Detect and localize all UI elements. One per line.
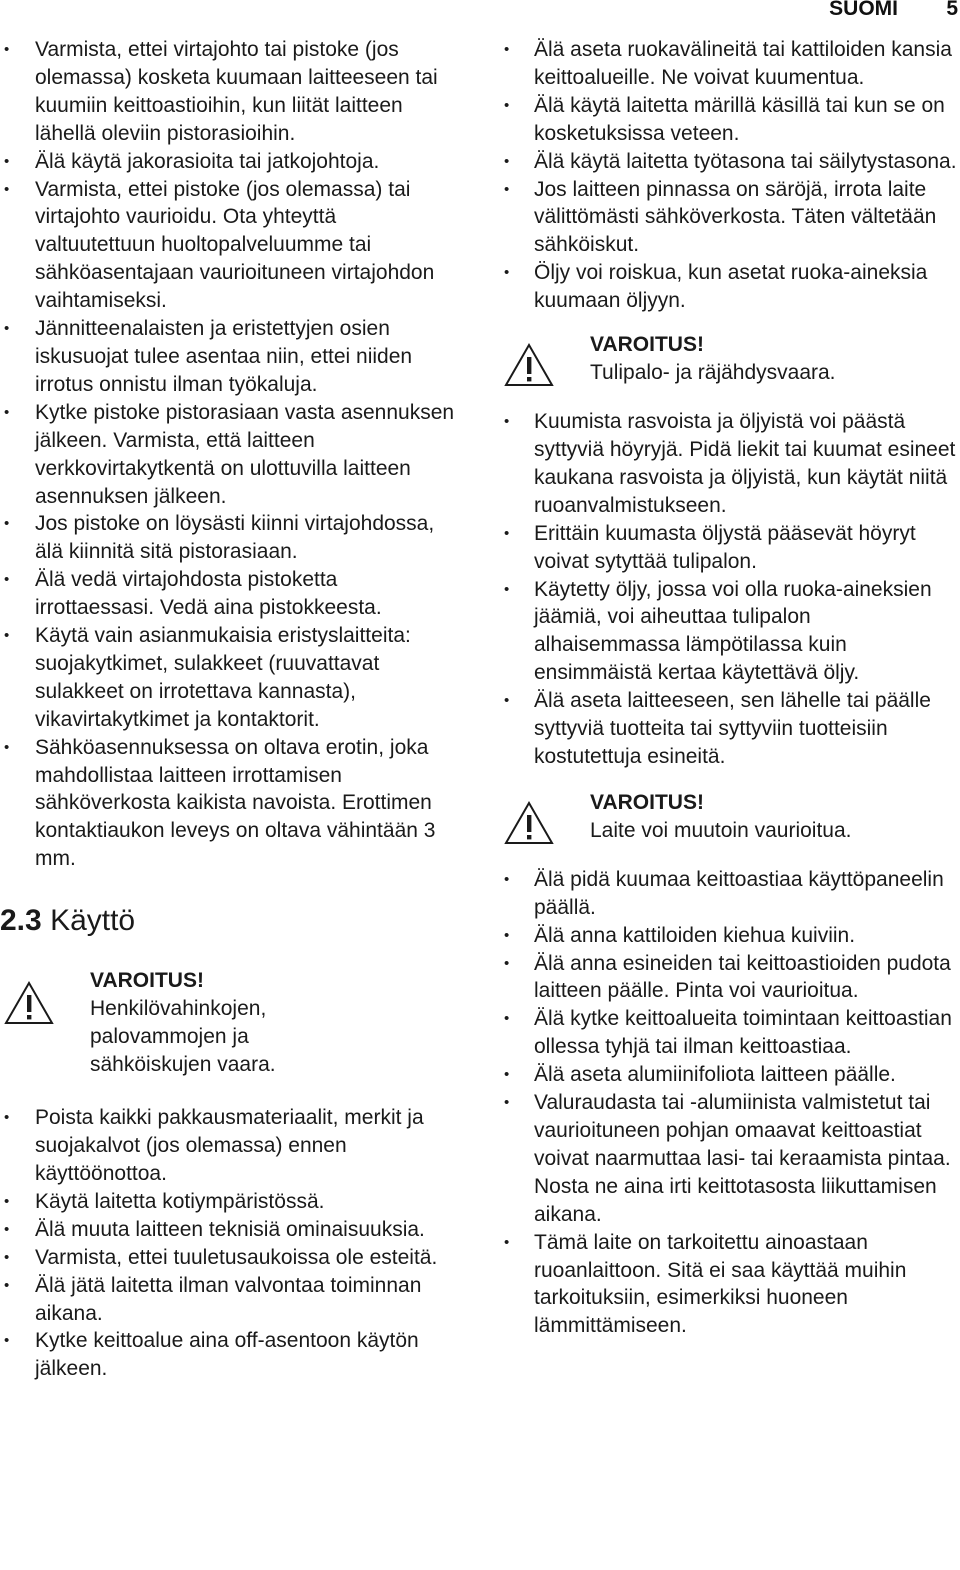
warning-triangle-icon [504, 801, 554, 845]
list-item: • Valuraudasta tai -alumiinista valmistetut tai vaurioituneen pohjan omaavat keittoastiat voivat naarmuttaa lasi- tai keraamista pintaa. Nosta ne aina irti keittotasosta liikuttamisen aikana. [500, 1089, 960, 1229]
left-column [0, 36, 460, 1383]
warning-triangle-icon [504, 343, 554, 387]
list-item: • Jos pistoke on löysästi kiinni virtajohdossa, älä kiinnitä sitä pistorasiaan. [0, 510, 460, 566]
list-item: • Jännitteenalaisten ja eristettyjen osien iskusuojat tulee asentaa niin, ettei niiden irrotus onnistu ilman työkaluja. [0, 315, 460, 399]
list-item: • Älä aseta alumiinifoliota laitteen päälle. [500, 1061, 960, 1089]
section-number: 2.3 [0, 904, 42, 938]
warning-text-line: palovammojen ja [90, 1025, 249, 1049]
list-item: • Käytetty öljy, jossa voi olla ruoka-aineksien jäämiä, voi aiheuttaa tulipalon alhaisemmassa lämpötilassa kuin ensimmäistä kertaa käytettävä öljy. [500, 576, 960, 688]
section-title: Käyttö [50, 904, 136, 938]
warning-triangle-icon [4, 981, 54, 1025]
list-item: • Älä pidä kuumaa keittoastiaa käyttöpaneelin päällä. [500, 866, 960, 922]
warning-text: Laite voi muutoin vaurioitua. [590, 818, 852, 842]
warning-box [500, 331, 960, 387]
list-item: • Kytke keittoalue aina off-asentoon käytön jälkeen. [0, 1327, 460, 1383]
list-item: • Kytke pistoke pistorasiaan vasta asennuksen jälkeen. Varmista, että laitteen verkkovirtakytkentä on ulottuvilla laitteen asennuksen jälkeen. [0, 399, 460, 511]
list-item: • Erittäin kuumasta öljystä pääsevät höyryt voivat sytyttää tulipalon. [500, 520, 960, 576]
page-number: 5 [946, 0, 958, 20]
list-item: • Älä muuta laitteen teknisiä ominaisuuksia. [0, 1216, 460, 1244]
warning-text-line: Henkilövahinkojen, [90, 997, 267, 1021]
bullet-list-usage [0, 1104, 460, 1383]
list-item: • Kuumista rasvoista ja öljyistä voi päästä syttyviä höyryjä. Pidä liekit tai kuumat esineet kaukana rasvoista ja öljyistä, kun käytät niitä ruoanvalmistukseen. [500, 408, 960, 520]
warning-text-line: sähköiskujen vaara. [90, 1053, 276, 1077]
list-item: • Sähköasennuksessa on oltava erotin, joka mahdollistaa laitteen irrottamisen sähköverkosta kaikista navoista. Erottimen kontaktiaukon leveys on oltava vähintään 3 mm. [0, 734, 460, 874]
warning-box [0, 967, 460, 1079]
list-item: • Varmista, ettei virtajohto tai pistoke (jos olemassa) kosketa kuumaan laitteeseen tai kuumiin keittoastioihin, kun liität laitteen lähellä oleviin pistorasioihin. [0, 36, 460, 148]
list-item: • Älä käytä laitetta työtasona tai säilytystasona. [500, 148, 960, 176]
bullet-list-fire [500, 408, 960, 771]
list-item: • Älä kytke keittoalueita toimintaan keittoastian ollessa tyhjä tai ilman keittoastiaa. [500, 1005, 960, 1061]
warning-text: Tulipalo- ja räjähdysvaara. [590, 361, 836, 385]
list-item: • Älä anna esineiden tai keittoastioiden pudota laitteen päälle. Pinta voi vaurioitua. [500, 950, 960, 1006]
warning-box [500, 789, 960, 845]
list-item: • Käytä vain asianmukaisia eristyslaitteita: suojakytkimet, sulakkeet (ruuvattavat sulakkeet on irrotettava kannasta), vikavirtakytkimet ja kontaktorit. [0, 622, 460, 734]
bullet-list-usage-continued [500, 36, 960, 315]
list-item: • Öljy voi roiskua, kun asetat ruoka-aineksia kuumaan öljyyn. [500, 259, 960, 315]
list-item: • Jos laitteen pinnassa on säröjä, irrota laite välittömästi sähköverkosta. Täten vältetään sähköiskut. [500, 176, 960, 260]
list-item: • Tämä laite on tarkoitettu ainoastaan ruoanlaittoon. Sitä ei saa käyttää muihin tarkoituksiin, esimerkiksi huoneen lämmittämiseen. [500, 1229, 960, 1341]
warning-title: VAROITUS! [590, 333, 704, 357]
language-label: SUOMI [829, 0, 898, 20]
list-item: • Älä jätä laitetta ilman valvontaa toiminnan aikana. [0, 1272, 460, 1328]
list-item: • Älä anna kattiloiden kiehua kuiviin. [500, 922, 960, 950]
bullet-list-damage [500, 866, 960, 1340]
section-heading [0, 903, 460, 939]
list-item: • Älä aseta ruokavälineitä tai kattiloiden kansia keittoalueille. Ne voivat kuumentua. [500, 36, 960, 92]
list-item: • Älä aseta laitteeseen, sen lähelle tai päälle syttyviä tuotteita tai syttyviin tuotteisiin kostutettuja esineitä. [500, 687, 960, 771]
bullet-list-electrical [0, 36, 460, 873]
warning-title: VAROITUS! [590, 790, 704, 814]
warning-title: VAROITUS! [90, 969, 204, 993]
list-item: • Älä käytä laitetta märillä käsillä tai kun se on kosketuksissa veteen. [500, 92, 960, 148]
list-item: • Varmista, ettei pistoke (jos olemassa) tai virtajohto vaurioidu. Ota yhteyttä valtuutettuun huoltopalveluumme tai sähköasentajaan vaurioituneen virtajohdon vaihtamiseksi. [0, 176, 460, 316]
right-column [500, 36, 960, 1340]
list-item: • Varmista, ettei tuuletusaukoissa ole esteitä. [0, 1244, 460, 1272]
list-item: • Älä vedä virtajohdosta pistoketta irrottaessasi. Vedä aina pistokkeesta. [0, 566, 460, 622]
list-item: • Poista kaikki pakkausmateriaalit, merkit ja suojakalvot (jos olemassa) ennen käyttöönottoa. [0, 1104, 460, 1188]
list-item: • Älä käytä jakorasioita tai jatkojohtoja. [0, 148, 460, 176]
list-item: • Käytä laitetta kotiympäristössä. [0, 1188, 460, 1216]
